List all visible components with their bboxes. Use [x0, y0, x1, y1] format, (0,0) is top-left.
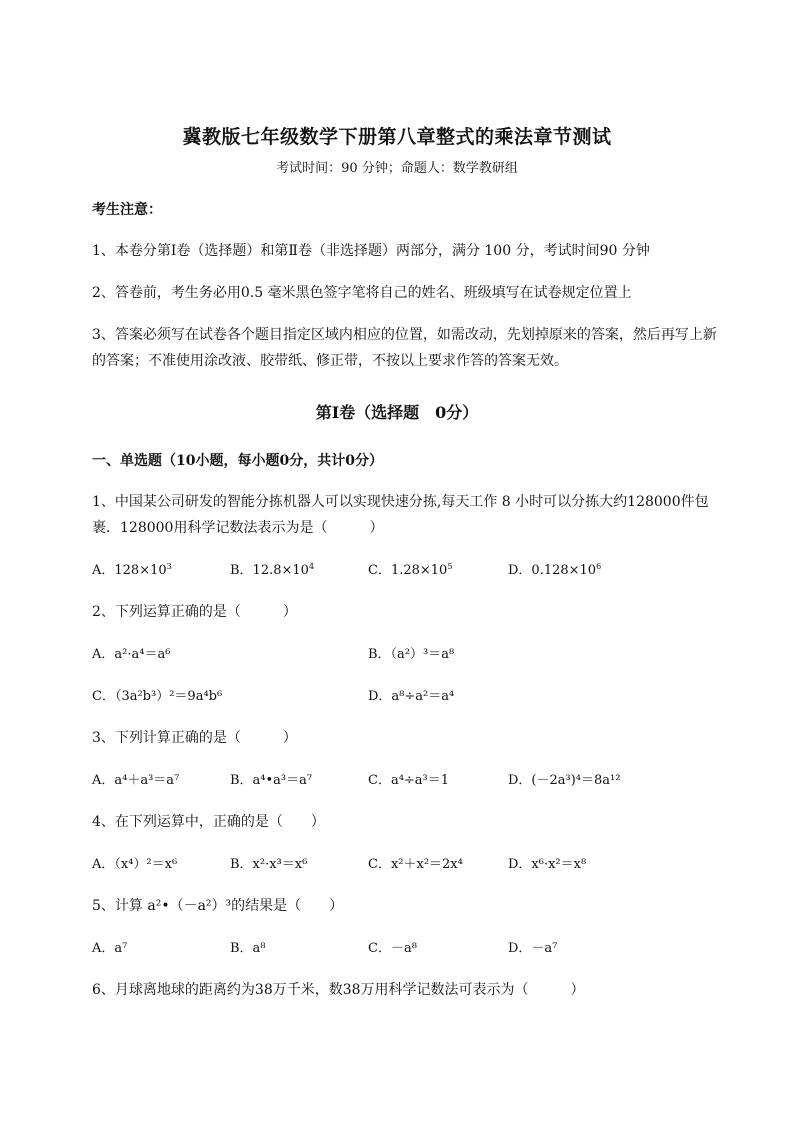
- question-4-option-d: D．x⁶·x²＝x⁸: [508, 857, 587, 872]
- page-title: 冀教版七年级数学下册第八章整式的乘法章节测试: [182, 126, 612, 148]
- question-5-option-c: C．－a⁸: [368, 941, 417, 956]
- question-1-option-c: C．$1.28\times 10^5$: [368, 562, 453, 578]
- question-3: 3、下列计算正确的是（ ）: [92, 730, 297, 746]
- notice-item-3-line-1: 3、答案必须写在试卷各个题目指定区域内相应的位置，如需改动，先划掉原来的答案，然后再写上新: [92, 327, 717, 343]
- notice-item-1: 1、本卷分第Ⅰ卷（选择题）和第Ⅱ卷（非选择题）两部分，满分 100 分，考试时间90 分钟: [92, 243, 650, 259]
- question-2-option-d: D．a⁸÷a²＝a⁴: [368, 689, 455, 704]
- question-6: 6、月球离地球的距离约为38万千米，数38万用科学记数法可表示为（ ）: [92, 982, 585, 998]
- question-1-option-a: A．$128\times 10^3$: [92, 562, 172, 578]
- question-4-option-b: B．x²·x³＝x⁶: [230, 857, 308, 872]
- question-2-option-b: B．（a²）³＝a⁸: [368, 647, 455, 662]
- section-title: 第Ⅰ卷（选择题 0分）: [315, 403, 479, 422]
- question-3-option-d: D．(－2a³)⁴＝8a¹²: [508, 773, 621, 788]
- page-subtitle: 考试时间：90 分钟；命题人：数学教研组: [276, 161, 518, 176]
- question-5-option-b: B．a⁸: [230, 941, 266, 956]
- question-1-option-b: B．$12.8\times 10^4$: [230, 562, 315, 578]
- question-3-option-a: A．a⁴＋a³＝a⁷: [92, 773, 180, 788]
- notice-item-2: 2、答卷前，考生务必用0.5 毫米黑色签字笔将自己的姓名、班级填写在试卷规定位置上: [92, 285, 632, 301]
- notice-heading: 考生注意：: [92, 202, 162, 218]
- question-3-option-b: B．a⁴•a³＝a⁷: [230, 773, 313, 788]
- part-heading: 一、单选题（10小题，每小题0分，共计0分）: [92, 453, 383, 469]
- question-2-option-c: C．（3a²b³）²＝9a⁴b⁶: [92, 689, 223, 704]
- question-2-option-a: A．a²·a⁴＝a⁶: [92, 647, 171, 662]
- question-1-line-2: 裹．128000用科学记数法表示为是（ ）: [92, 520, 384, 536]
- question-4-option-a: A．（x⁴）²＝x⁶: [92, 857, 178, 872]
- question-5-option-d: D．－a⁷: [508, 941, 558, 956]
- notice-item-3-line-2: 的答案；不准使用涂改液、胶带纸、修正带，不按以上要求作答的答案无效。: [92, 353, 568, 369]
- question-3-option-c: C．a⁴÷a³＝1: [368, 773, 450, 788]
- question-5-option-a: A．a⁷: [92, 941, 128, 956]
- question-2: 2、下列运算正确的是（ ）: [92, 604, 297, 620]
- question-4-option-c: C．x²＋x²＝2x⁴: [368, 857, 463, 872]
- question-1-option-d: D．$0.128\times 10^6$: [508, 562, 602, 578]
- question-1-line-1: 1、中国某公司研发的智能分拣机器人可以实现快速分拣,每天工作 8 小时可以分拣大约128000件包: [92, 494, 709, 510]
- question-4: 4、在下列运算中，正确的是（ ）: [92, 814, 325, 830]
- question-5: 5、计算 a²•（－a²）³的结果是（ ）: [92, 898, 344, 914]
